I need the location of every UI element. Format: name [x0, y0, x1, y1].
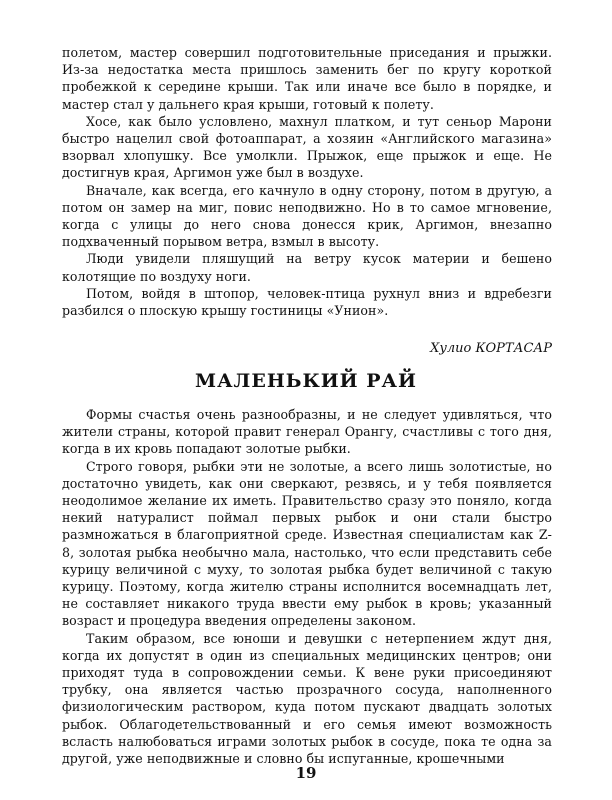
paragraph: Строго говоря, рыбки эти не золотые, а всего лишь золотистые, но достаточно увидеть, как они сверкают, резвясь, и у тебя появляется неодолимое желание их иметь. Правительство сразу это поняло, когда некий натуралист поймал первых рыбок и они стали быстро размножаться в благоприятной среде. Известная специалистам как Z-8, золотая рыбка необычно мала, настолько, что если представить себе курицу величиной с муху, то золотая рыбка будет величиной с такую курицу. Поэтому, когда жителю страны исполнится восемнадцать лет, не составляет никакого труда ввести ему рыбок в кровь; указанный возраст и процедура введения определены законом.: [62, 458, 552, 629]
story-title: МАЛЕНЬКИЙ РАЙ: [195, 370, 417, 392]
paragraph: Таким образом, все юноши и девушки с нетерпением ждут дня, когда их допустят в один из специальных медицинских центров; они приходят туда в сопровождении семьи. К вене руки присоединяют трубку, она является частью прозрачного сосуда, наполненного физиологическим раствором, куда потом пускают двадцать золотых рыбок. Облагодетельствованный и его семья имеют возможность всласть налюбоваться играми золотых рыбок в сосуде, пока те одна за другой, уже неподвижные и словно бы испуганные, крошечными: [62, 630, 552, 767]
paragraph: Потом, войдя в штопор, человек-птица рухнул вниз и вдребезги разбился о плоскую крышу гостиницы «Унион».: [62, 285, 552, 319]
paragraph: Хосе, как было условлено, махнул платком, и тут сеньор Марони быстро нацелил свой фотоаппарат, а хозяин «Английского магазина» взорвал хлопушку. Все умолкли. Прыжок, еще прыжок и еще. Не достигнув края, Аргимон уже был в воздухе.: [62, 113, 552, 181]
story-text: [62, 406, 552, 767]
paragraph: Вначале, как всегда, его качнуло в одну сторону, потом в другую, а потом он замер на миг, повис неподвижно. Но в то самое мгновение, когда с улицы до него снова донесся крик, Аргимон, внезапно подхваченный порывом ветра, взмыл в высоту.: [62, 182, 552, 250]
paragraph: Формы счастья очень разнообразны, и не следует удивляться, что жители страны, которой правит генерал Орангу, счастливы с того дня, когда в их кровь попадают золотые рыбки.: [62, 407, 552, 457]
paragraph: полетом, мастер совершил подготовительные приседания и прыжки. Из-за недостатка места пришлось заменить бег по кругу короткой пробежкой к середине крыши. Так или иначе все было в порядке, и мастер стал у дальнего края крыши, готовый к полету.: [62, 45, 552, 112]
author-byline: Хулио КОРТАСАР: [430, 341, 552, 356]
paragraph: Люди увидели пляшущий на ветру кусок материи и бешено колотящие по воздуху ноги.: [62, 251, 552, 284]
page-number: 19: [295, 764, 317, 782]
previous-story-text: [62, 44, 552, 319]
